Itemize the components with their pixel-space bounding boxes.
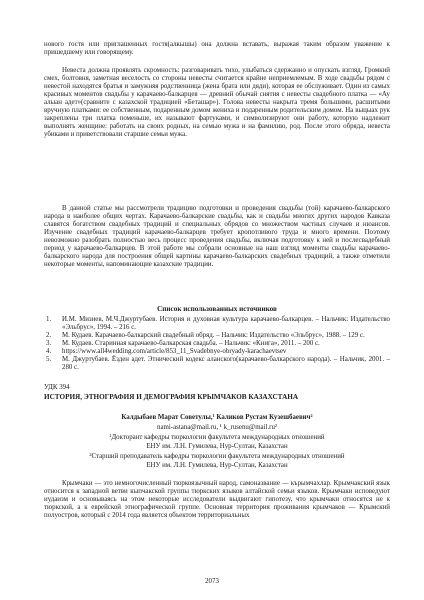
affiliation-1-place: ЕНУ им. Л.Н. Гумилева, Нур-Султан, Казахстан [146, 443, 288, 450]
reference-number: 3. [46, 340, 52, 348]
paragraph-conclusion: В данной статье мы рассмотрели традицию подготовки и проведения свадьбы (той) карачаево-балкарского народа в наиболее общих чертах. Карачаево-балкарские свадьбы, как и свадьбы многих других народов Кавказа славятся богатством свадебных традиций и специальных обрядов со множеством частных случаев и нюансов. Изучение свадебных традиций карачаево-балкарцев требует кропотливого труда и много времени. Поэтому невозможно разобрать полностью весь процесс проведения свадьбы, включая подготовку к ней и послесвадебный период у карачаево-балкарцев. В этой работе мы собрали основные на наш взгляд моменты свадьбы карачаево-балкарского народа для построения общей картины карачаево-балкарских свадебных традиций, а также отметили некоторые моменты, напоминающие казахские традиции. [44, 205, 390, 269]
authors: Калдыбаев Марат Советулы,¹ Каликов Рустам Кузешбаевич² [121, 414, 313, 421]
reference-number: 5. [46, 356, 52, 364]
reference-item [44, 356, 390, 372]
paragraph-modesty: Невеста должна проявлять скромность: разговаривать тихо, улыбаться сдержанно и опускать взгляд. Громкий смех, болтовня, заметная веселость со стороны невесты считается крайне неприемлемым. В ходе свадьбы рядом с невестой находятся братья и замужняя родственница (жена брата или дяди), которая ее обслуживает. Один из самых красивых моментов свадьбы у карачаево-балкарцев — древний обычай снятия с невесты свадебного платка — «Ау алыан адет»(сравните с казахской традицией «Беташар»). Голова невесты накрыта тремя большими, расшитыми вручную платками: ее собственным, подаренным домом жениха и подаренным родительским домом. На выцыах рук закреплены три платка поменьше, их называют фартуками, и символизируют они работу, которую надлежит выполнять женщине: работать на своих родных, на семью мужа и на фамилию, род. После этого обряда, невеста убиками и приветствовали старшие семьи мужа. [44, 67, 390, 139]
author-emails: nami-astana@mail.ru, ¹ k_rusenu@mail.ru² [157, 424, 277, 431]
reference-text: И.М. Мизиев, М.Ч.Джуртубаев. История и духовная культура карачаево-балкарцев. – Нальчик: Издательство «Эльбрус», 1994. – 216 с. [62, 316, 390, 332]
reference-number: 4. [46, 348, 52, 356]
affiliation-2: ²Старший преподаватель кафедры тюркологии факультета международных отношений [89, 453, 345, 460]
references-title: Список использованных источников [157, 305, 277, 313]
reference-item[interactable] [44, 348, 390, 356]
udc-code: УДК 394 [44, 384, 70, 391]
intro-fragment: нового гостя или приглашенных гостя(алкышы) она должна вставать, выражая таким образом уважение к пришедшему или говорящему. [44, 41, 390, 57]
article-title: ИСТОРИЯ, ЭТНОГРАФИЯ И ДЕМОГРАФИЯ КРЫМЧАКОВ КАЗАХСТАНА [44, 393, 299, 401]
reference-link[interactable]: https://www.all4wedding.com/article/853_11_Svadebnye-obryady-karachaevtsev [62, 348, 287, 356]
reference-text: М. Кудаев. Старинная карачаево-балкарская свадьба. – Нальчик: «Книга», 2011. – 200 с. [62, 340, 320, 348]
reference-item [44, 340, 390, 348]
reference-item [44, 332, 390, 340]
affiliation-1: ¹Докторант кафедры тюркологии факультета международных отношений [109, 434, 325, 441]
reference-number: 2. [46, 332, 52, 340]
reference-number: 1. [46, 316, 52, 323]
reference-text: М. Джуртубаев. Ёзден адет. Этнический кодекс аланского(карачаево-балкарского народа). – Нальчик, 2001. – 280 с. [62, 356, 390, 372]
reference-text: М. Кудаев. Карачаево-балкарский свадебный обряд. – Нальчик: Издательство «Эльбрус», 1988. – 129 с. [62, 332, 365, 340]
references-list [44, 316, 390, 372]
reference-item [44, 316, 390, 332]
affiliation-2-place: ЕНУ им. Л.Н. Гумилева, Нур-Султан, Казахстан [146, 462, 288, 469]
paragraph-body: Крымчаки — это немногочисленный тюркоязычный народ, самоназвание — кърымчахлар. Крымчакский язык относится к западной ветви кыпчакской группы тюркских языков алтайской семьи языков. Крымчаки исповедуют иудаизм и основываясь на этом некоторые исследователи выдвигают гипотезу, что крымчаки относятся не к тюркской, а к еврейской этнографической группе. Основная территория проживания крымчаков — Крымский полуостров, который с 2014 года является объектом территориальных [44, 480, 390, 520]
page-number: 2073 [205, 578, 219, 585]
